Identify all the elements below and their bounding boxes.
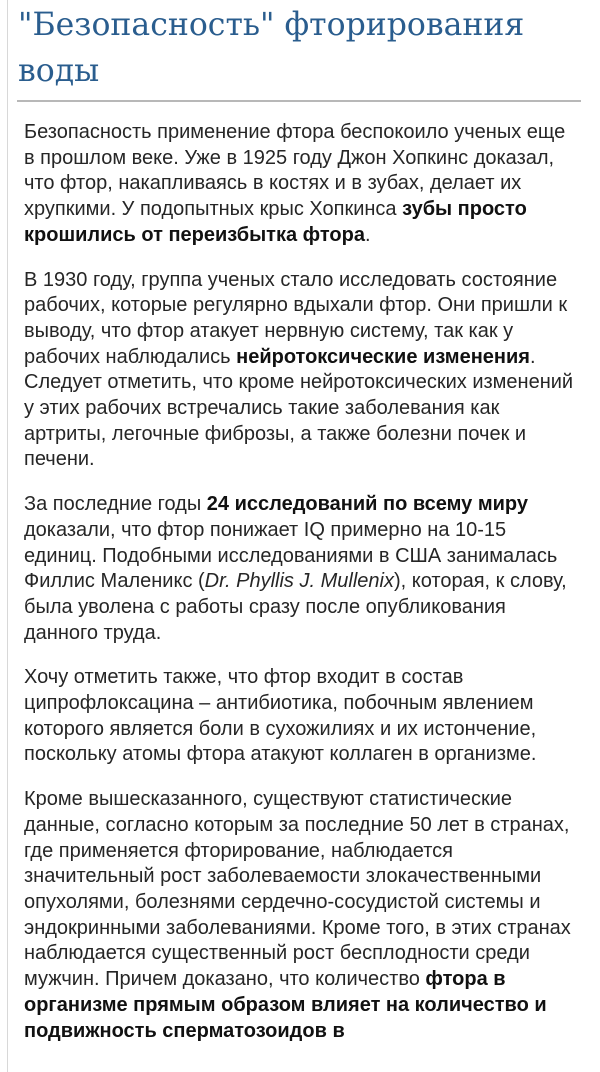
paragraph-text: доказали, что фтор понижает IQ примерно на 10-15 единиц. Подобными исследованиями в США занималась Филлис Маленикс ( xyxy=(24,518,558,593)
article-paragraph xyxy=(24,492,580,646)
article-body xyxy=(24,120,580,1063)
article-title: "Безопасность" фторирования воды xyxy=(18,7,525,89)
article-paragraph xyxy=(24,120,580,249)
title-divider xyxy=(17,100,581,102)
article-paragraph xyxy=(24,268,580,474)
left-border xyxy=(7,0,8,1072)
bold-highlight: фтора в организме прямым образом влияет на количество и подвижность сперматозоидов в xyxy=(24,968,547,1042)
paragraph-text: . Следует отметить, что кроме нейротоксических изменений у этих рабочих встречались такие заболевания как артриты, легочные фиброзы, а также болезни почек и печени. xyxy=(24,345,574,471)
paragraph-text: ), которая, к слову, была уволена с работы сразу после опубликования данного труда. xyxy=(24,570,567,644)
paragraph-text: Кроме вышесказанного, существуют статистические данные, согласно которым за последние 50 лет в странах, где применяется фторирование, наблюдается значительный рост заболеваемости злокачественными опухолями, болезнями сердечно-сосудистой системы и эндокринными заболеваниями. Кроме того, в этих странах наблюдается существенный рост бесплодности среди мужчин. Причем доказано, что количество xyxy=(24,788,571,991)
paragraph-text: Безопасность применение фтора беспокоило ученых еще в прошлом веке. Уже в 1925 году Джон Хопкинс доказал, что фтор, накапливаясь в костях и в зубах, делает их хрупкими. У подопытных крыс Хопкинса xyxy=(24,121,566,221)
bold-highlight: нейротоксические изменения xyxy=(236,345,530,368)
paragraph-text: За последние годы xyxy=(24,493,207,516)
paragraph-text: В 1930 году, группа ученых стало исследовать состояние рабочих, которые регулярно вдыхали фтор. Они пришли к выводу, что фтор атакует нервную систему, так как у рабочих наблюдались xyxy=(24,268,568,368)
bold-highlight: 24 исследований по всему миру xyxy=(206,493,528,516)
article-paragraph xyxy=(24,787,580,1044)
paragraph-text: Хочу отметить также, что фтор входит в состав ципрофлоксацина – антибиотика, побочным явлением которого является боли в сухожилиях и их истончение, поскольку атомы фтора атакуют коллаген в организме. xyxy=(24,666,537,766)
paragraph-text: . xyxy=(364,223,371,246)
italic-name: Dr. Phyllis J. Mullenix xyxy=(204,570,394,593)
article-paragraph xyxy=(24,665,580,768)
bold-highlight: зубы просто крошились от переизбытка фтора xyxy=(24,198,527,246)
